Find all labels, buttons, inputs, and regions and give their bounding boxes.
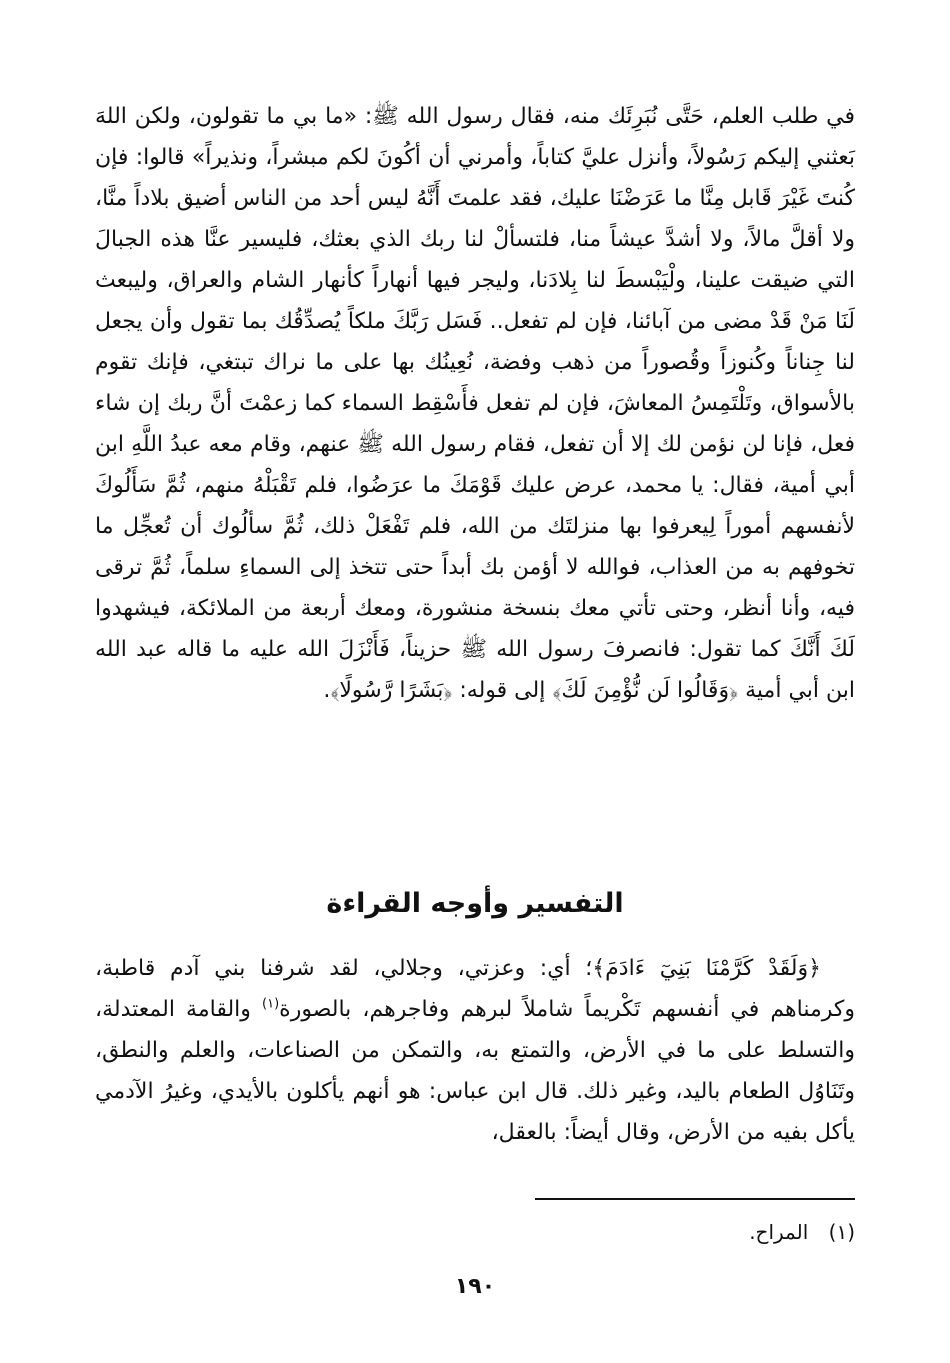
body-paragraph-1 (95, 96, 855, 711)
section-heading: التفسير وأوجه القراءة (326, 888, 624, 919)
footnote-separator (535, 1198, 855, 1200)
footnote-marker: (١) (828, 1220, 855, 1244)
footnote (95, 1215, 855, 1249)
paragraph-2-text (95, 948, 855, 1153)
footnote-text: المراح. (749, 1220, 809, 1244)
body-paragraph-2 (95, 948, 855, 1153)
paragraph-2-rest: والقامة المعتدلة، والتسلط على ما في الأرض، والتمتع به، والتمكن من الصناعات، والعلم والنطق، وتَنَاوُل الطعام باليد، وغير ذلك. قال ابن عباس: هو أنهم يأكلون بالأيدي، وغيرُ الآدمي يأكل بفيه من الأرض، وقال أيضاً: بالعقل، (95, 997, 855, 1145)
page-number: ١٩٠ (454, 1274, 496, 1299)
footnote-reference: (١) (262, 996, 280, 1012)
paragraph-1-text: في طلب العلم، حَتَّى نُبَرِئَك منه، فقال رسول الله ﷺ: «ما بي ما تقولون، ولكن اللهَ بَعثني إليكم رَسُولاً، وأنزل عليَّ كتاباً، وأمرني أن أكُونَ لكم مبشراً، ونذيراً» قالوا: فإن كُنتَ غَيْرَ قَابل مِنَّا ما عَرَضْنَا عليك، فقد علمتَ أَنَّهُ ليس أحد من الناس أضيق بلاداً منَّا، ولا أقلَّ مالاً، ولا أشدَّ عيشاً منا، فلتسألْ لنا ربك الذي بعثك، فليسير عنَّا هذه الجبالَ التي ضيقت علينا، ولْيَبْسطَ لنا بِلادَنا، وليجر فيها أنهاراً كأنهار الشام والعراق، وليبعث لَنَا مَنْ قَدْ مضى من آبائنا، فإن لم تفعل.. فَسَل رَبَّكَ ملكاً يُصدِّقُك بما تقول وأن يجعل لنا جِناناً وكُنوزاً وقُصوراً من ذهب وفضة، نُعِينُك بها على ما نراك تبتغي، فإنك تقوم بالأسواق، وتَلْتَمِسُ المعاشَ، فإن لم تفعل فأَسْقِط السماء كما زعمْتَ أنَّ ربك إن شاء فعل، فإنا لن نؤمن لك إلا أن تفعل، فقام رسول الله ﷺ عنهم، وقام معه عبدُ اللَّهِ ابن أبي أمية، فقال: يا محمد، عرض عليك قَوْمَكَ ما عرَضُوا، فلم تَقْبَلْهُ منهم، ثُمَّ سَأَلُوكَ لأنفسهم أموراً لِيعرفوا بها منزلتَك من الله، فلم تَفْعَلْ ذلك، ثُمَّ سألُوك أن تُعجِّل ما تخوفهم به من العذاب، فوالله لا أؤمن بك أبداً حتى تتخذ إلى السماءِ سلماً، ثُمَّ ترقى فيه، وأنا أنظر، وحتى تأتي معك بنسخة منشورة، ومعك أربعة من الملائكة، فيشهدوا لَكَ أَنَّكَ كما تقول: فانصرفَ رسول الله ﷺ حزيناً، فَأَنْزَلَ الله عليه ما قاله عبد الله ابن أبي أمية ﴿وَقَالُوا لَن نُّؤْمِنَ لَكَ﴾ إلى قوله: ﴿بَشَرًا رَّسُولًا﴾. (95, 104, 855, 703)
paragraph-2-lead: ﴿وَلَقَدْ كَرَّمْنَا بَنِيٓ ءَادَمَ﴾؛ أي: وعزتي، وجلالي، لقد شرفنا بني آدم قاطبة، وكرمناهم في أنفسهم تَكْريماً شاملاً لبرهم وفاجرهم، بالصورة (95, 956, 855, 1022)
